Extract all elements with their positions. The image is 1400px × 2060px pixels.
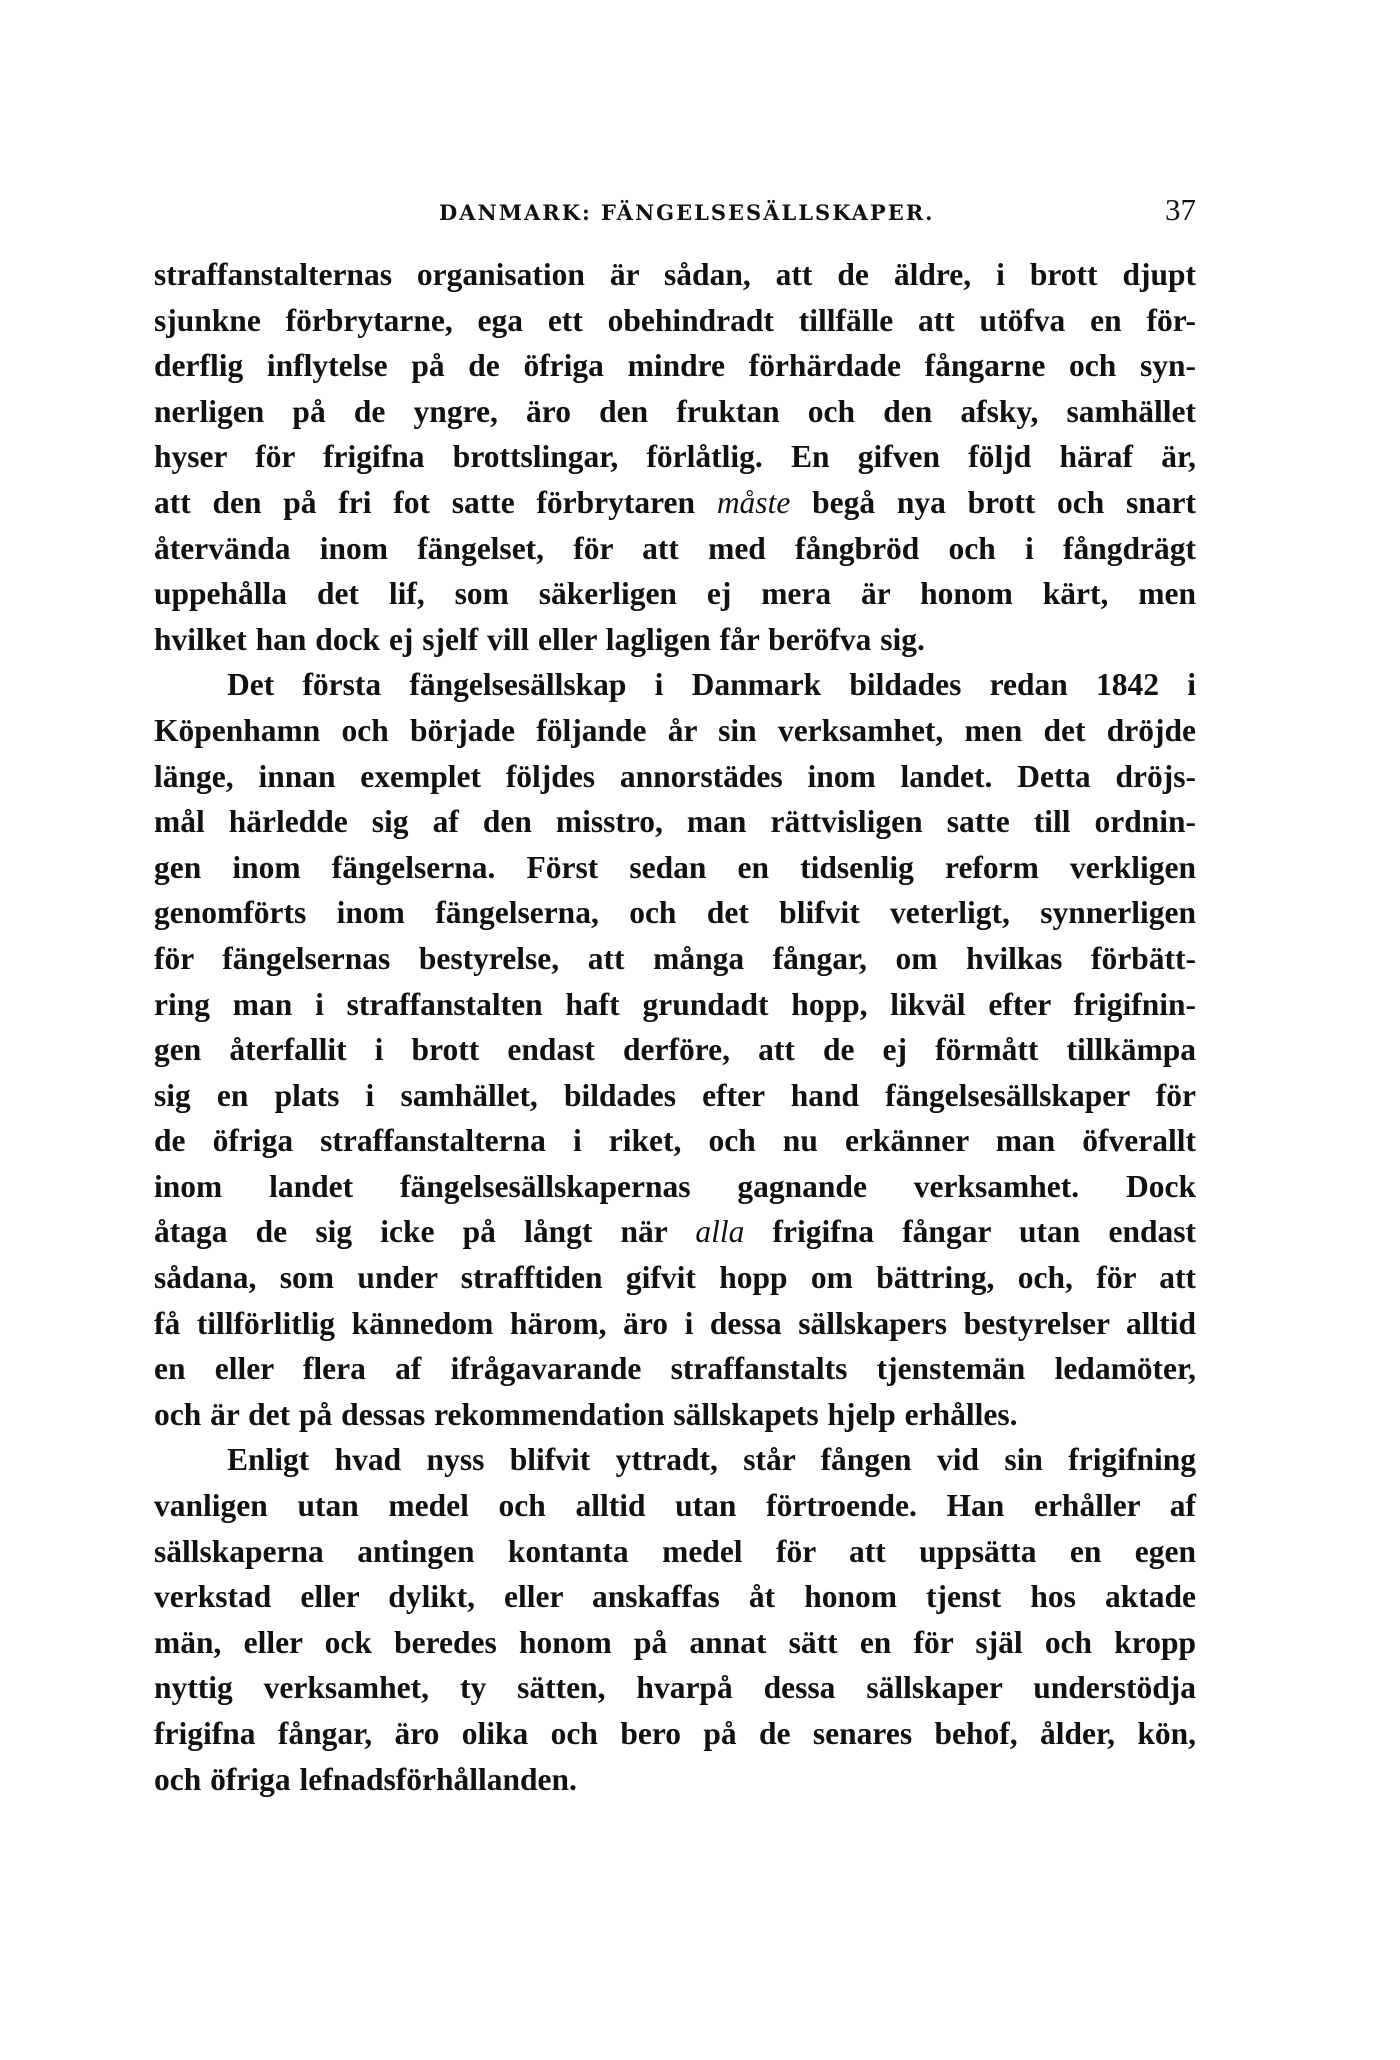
text-line: länge, innan exemplet följdes annorstädes inom landet. Detta dröjs- <box>154 758 1196 794</box>
text-line: nyttig verksamhet, ty sätten, hvarpå dessa sällskaper understödja <box>154 1670 1196 1706</box>
text-line: inom landet fängelsesällskapernas gagnande verksamhet. Dock <box>154 1168 1196 1204</box>
italic-word: alla <box>695 1214 745 1250</box>
text-line: för fängelsernas bestyrelse, att många fångar, om hvilkas förbätt- <box>154 940 1196 976</box>
text-line: en eller flera af ifrågavarande straffanstalts tjenstemän ledamöter, <box>154 1351 1196 1387</box>
text-run: att den på fri fot satte förbrytaren <box>154 484 717 520</box>
text-line: uppehålla det lif, som säkerligen ej mera är honom kärt, men <box>154 576 1196 612</box>
text-line: män, eller ock beredes honom på annat sätt en för själ och kropp <box>154 1624 1196 1660</box>
text-line: återvända inom fängelset, för att med fångbröd och i fångdrägt <box>154 530 1196 566</box>
text-run: frigifna fångar utan endast <box>744 1214 1196 1250</box>
text-line: derflig inflytelse på de öfriga mindre förhärdade fångarne och syn- <box>154 348 1196 384</box>
text-line: och är det på dessas rekommendation sällskapets hjelp erhålles. <box>154 1396 1018 1432</box>
text-line: mål härledde sig af den misstro, man rättvisligen satte till ordnin- <box>154 804 1196 840</box>
text-line: sådana, som under strafftiden gifvit hopp om bättring, och, för att <box>154 1260 1196 1296</box>
text-line: sig en plats i samhället, bildades efter hand fängelsesällskaper för <box>154 1077 1196 1113</box>
text-line <box>154 480 1196 526</box>
text-line: Enligt hvad nyss blifvit yttradt, står fången vid sin frigifning <box>227 1442 1196 1478</box>
text-line: och öfriga lefnadsförhållanden. <box>154 1761 577 1797</box>
text-line: Köpenhamn och började följande år sin verksamhet, men det dröjde <box>154 712 1196 748</box>
text-line: Det första fängelsesällskap i Danmark bildades redan 1842 i <box>227 667 1196 703</box>
text-line: ring man i straffanstalten haft grundadt hopp, likväl efter frigifnin- <box>154 986 1196 1022</box>
text-line: vanligen utan medel och alltid utan förtroende. Han erhåller af <box>154 1488 1196 1524</box>
text-line: sällskaperna antingen kontanta medel för att uppsätta en egen <box>154 1533 1196 1569</box>
text-run: begå nya brott och snart <box>790 484 1196 520</box>
text-line <box>154 1209 1196 1255</box>
text-line: gen återfallit i brott endast derföre, att de ej förmått tillkämpa <box>154 1032 1196 1068</box>
text-line: gen inom fängelserna. Först sedan en tidsenlig reform verkligen <box>154 849 1196 885</box>
body-text <box>154 252 1196 1802</box>
text-line: frigifna fångar, äro olika och bero på de senares behof, ålder, kön, <box>154 1716 1196 1751</box>
text-line: hvilket han dock ej sjelf vill eller lagligen får beröfva sig. <box>154 621 925 657</box>
text-line: nerligen på de yngre, äro den fruktan och den afsky, samhället <box>154 393 1196 429</box>
text-line: få tillförlitlig kännedom härom, äro i dessa sällskapers bestyrelser alltid <box>154 1305 1196 1341</box>
running-head <box>154 192 1196 232</box>
text-line: straffanstalternas organisation är sådan, att de äldre, i brott djupt <box>154 257 1196 292</box>
text-line: de öfriga straffanstalterna i riket, och nu erkänner man öfverallt <box>154 1123 1196 1159</box>
text-line: sjunkne förbrytarne, ega ett obehindradt tillfälle att utöfva en för- <box>154 302 1196 338</box>
text-line: genomförts inom fängelserna, och det blifvit veterligt, synnerligen <box>154 895 1196 931</box>
text-line: verkstad eller dylikt, eller anskaffas åt honom tjenst hos aktade <box>154 1579 1196 1615</box>
text-line: hyser för frigifna brottslingar, förlåtlig. En gifven följd häraf är, <box>154 439 1196 475</box>
running-title: DANMARK: FÄNGELSESÄLLSKAPER. <box>439 200 935 225</box>
page-number: 37 <box>1165 192 1196 227</box>
italic-word: måste <box>716 484 791 520</box>
text-run: åtaga de sig icke på långt när <box>154 1214 696 1250</box>
